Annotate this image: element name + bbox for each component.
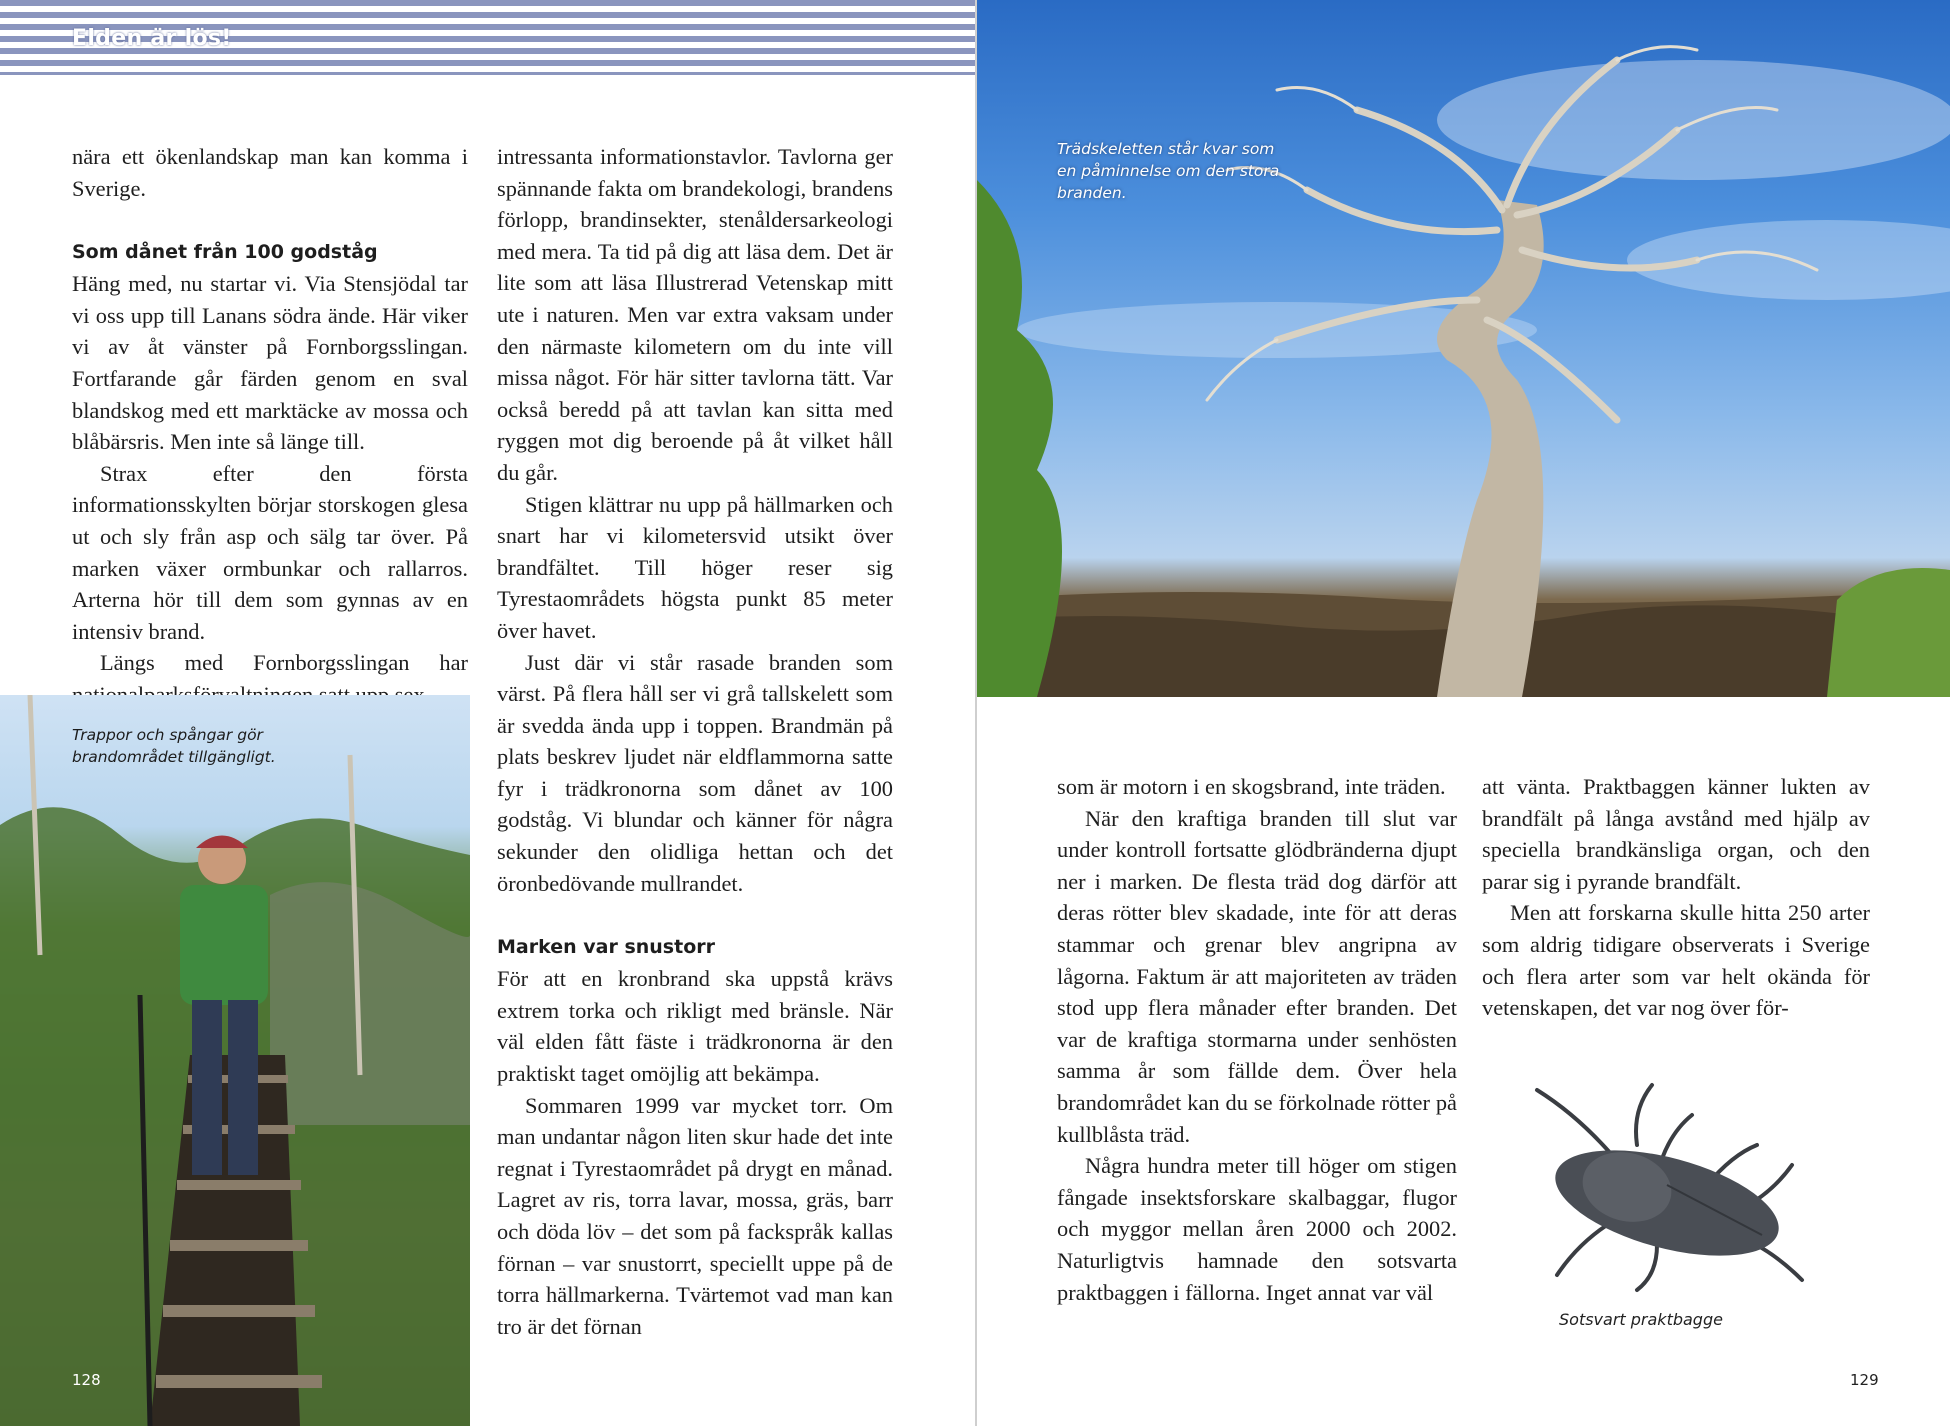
left-column-1 xyxy=(72,141,468,711)
paragraph: För att en kronbrand ska uppstå krävs extrem torka och rikligt med bränsle. När väl elden fått fäste i trädkronorna är den praktiskt taget omöjlig att bekämpa. xyxy=(497,966,893,1087)
right-page xyxy=(977,0,1950,1426)
dead-tree-scene-icon xyxy=(977,0,1950,697)
header-stripes xyxy=(0,0,975,75)
paragraph: Just där vi står rasade branden som värst. På flera håll ser vi grå tallskelett som är svedda ända upp i toppen. Brandmän på plats beskrev ljudet när eldflammorna satte fyr i trädkronorna som dånet av 100 godståg. Vi blundar och känner för några sekunder den olidliga hettan och det öronbedövande mullrandet. xyxy=(497,649,893,896)
right-column-2 xyxy=(1482,771,1870,1024)
paragraph: Stigen klättrar nu upp på hällmarken och snart har vi kilometersvid utsikt över brandfältet. Till höger reser sig Tyrestaområdets högsta punkt 85 meter över havet. xyxy=(497,491,893,643)
tree-photo-caption: Trädskeletten står kvar som en påminnelse om den stora branden. xyxy=(1057,140,1280,202)
paragraph: intressanta informationstavlor. Tavlorna ger spännande fakta om brandekologi, brandens förlopp, brandinsekter, stenåldersarkeologi med mera. Ta tid på dig att läsa dem. Det är lite som att läsa Illustrerad Vetenskap mitt ute i naturen. Men var extra vaksam under den närmaste kilometern om du inte vill missa något. För här sitter tavlorna tätt. Var också beredd på att tavlan kan sitta med ryggen mot dig beroende på åt vilket håll du går. xyxy=(497,144,893,485)
dead-tree-photo xyxy=(977,0,1950,697)
paragraph: Men att forskarna skulle hitta 250 arter som aldrig tidigare observerats i Sverige och flera arter som var helt okända för vetenskapen, det var nog över för- xyxy=(1482,900,1870,1021)
page-number-left: 128 xyxy=(72,1371,101,1389)
paragraph: Häng med, nu startar vi. Via Stensjödal tar vi oss upp till Lanans södra ände. Här viker vi av åt vänster på Fornborgsslingan. Fortfarande går färden genom en sval blandskog med ett marktäcke av mossa och blåbärsris. Men inte så länge till. xyxy=(72,271,468,455)
running-title: Elden är lös! xyxy=(72,26,232,51)
beetle-icon xyxy=(1517,1075,1827,1295)
paragraph: Sommaren 1999 var mycket torr. Om man undantar någon liten skur hade det inte regnat i Tyrestaområdet på drygt en månad. Lagret av ris, torra lavar, mossa, gräs, barr och döda löv – det som på fackspråk kallas förnan – var snustorrt, speciellt uppe på de torra hällmarkerna. Tvärtemot vad man kan tro är det förnan xyxy=(497,1092,893,1339)
section-heading: Marken var snustorr xyxy=(497,936,715,959)
stairs-photo xyxy=(0,695,470,1426)
paragraph: Längs med Fornborgsslingan har xyxy=(100,650,468,676)
page-number-right: 129 xyxy=(1850,1371,1879,1389)
stairs-scene-icon xyxy=(0,695,470,1426)
stairs-photo-caption: Trappor och spångar gör brandområdet tillgängligt. xyxy=(72,726,276,766)
paragraph: att vänta. Praktbaggen känner lukten av brandfält på långa avstånd med hjälp av speciella brandkänsliga organ, och den parar sig i pyrande brandfält. xyxy=(1482,774,1870,894)
section-heading: Som dånet från 100 godståg xyxy=(72,241,378,264)
paragraph: Några hundra meter till höger om stigen fångade insektsforskare skalbaggar, flugor och myggor mellan åren 2000 och 2002. Naturligtvis hamnade den sotsvarta praktbaggen i fällorna. Inget annat var väl xyxy=(1057,1153,1457,1305)
right-column-1 xyxy=(1057,771,1457,1308)
left-column-2 xyxy=(497,141,893,1342)
paragraph: När den kraftiga branden till slut var under kontroll fortsatte glödbränderna djupt ner i marken. De flesta träd dog därför att deras rötter blev skadade, inte för att deras stammar och grenar blev angripna av lågorna. Faktum är att majoriteten av träden stod upp flera månader efter branden. Det var de kraftiga stormarna under senhösten samma år som fällde dem. Över hela brandområdet kan du se förkolnade rötter på kullblåsta träd. xyxy=(1057,805,1457,1147)
paragraph: nära ett ökenlandskap man kan komma i Sverige. xyxy=(72,144,468,201)
beetle-caption: Sotsvart praktbagge xyxy=(1559,1310,1723,1329)
paragraph: som är motorn i en skogsbrand, inte träden. xyxy=(1057,774,1446,799)
paragraph: Strax efter den första informationsskylten börjar storskogen glesa ut och sly från asp och sälg tar över. På marken växer ormbunkar och rallarros. Arterna hör till dem som gynnas av en intensiv brand. xyxy=(72,460,468,644)
